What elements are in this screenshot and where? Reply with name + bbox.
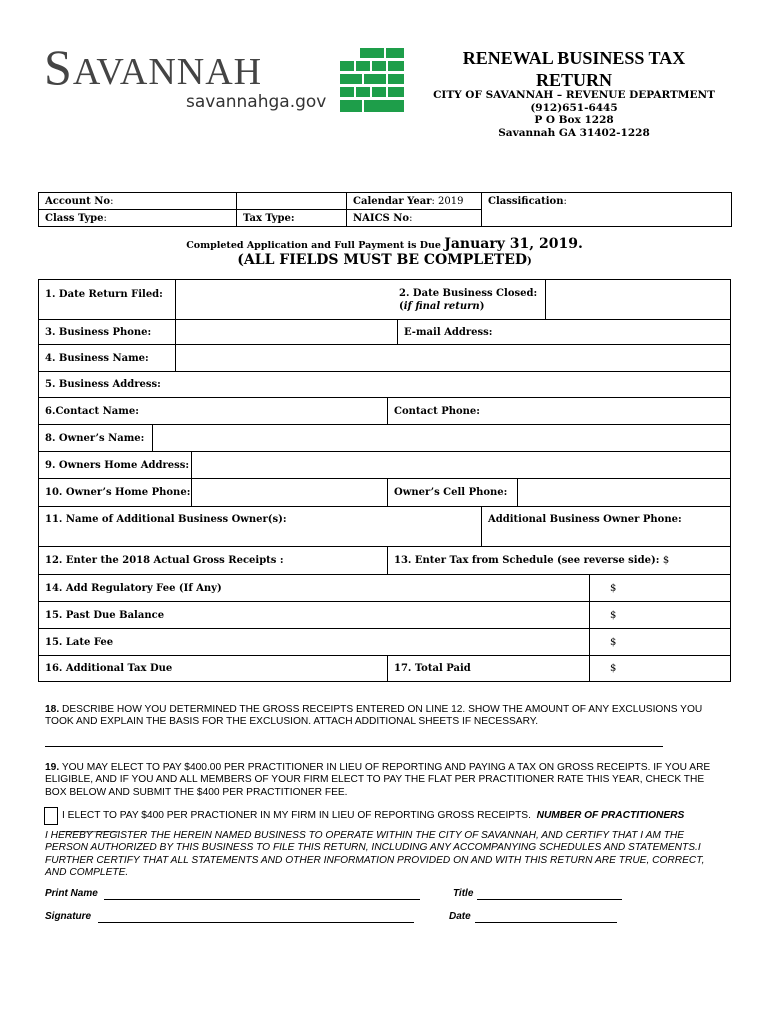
- row-15: [38, 602, 731, 629]
- classification-cell[interactable]: Classification:: [482, 193, 732, 227]
- account-no-input[interactable]: [237, 193, 347, 210]
- gross-receipts-field[interactable]: 12. Enter the 2018 Actual Gross Receipts :: [45, 555, 284, 566]
- row-5: [38, 372, 731, 398]
- row-12: [38, 547, 731, 575]
- signature-line[interactable]: [98, 922, 414, 923]
- business-name-label: 4. Business Name:: [45, 352, 149, 364]
- all-fields-notice: (ALL FIELDS MUST BE COMPLETED): [237, 252, 532, 268]
- additional-owner-field[interactable]: 11. Name of Additional Business Owner(s):: [45, 514, 287, 525]
- certification-statement: I HEREBY REGISTER THE HEREIN NAMED BUSINESS TO OPERATE WITHIN THE CITY OF SAVANNAH, AND CERTIFY THAT I AM THE PERSON AUTHORIZED BY THIS BUSINESS TO FILE THIS RETURN, INCLUDING ANY ACCOMPANYING SCHEDULES AND STATEMENTS.I FURTHER CERTIFY THAT ALL STATEMENTS AND OTHER INFORMATION PROVIDED ON AND WITH THIS RETURN ARE TRUE, CORRECT, AND COMPLETE.: [45, 830, 705, 878]
- practitioners-count-blank[interactable]: __________: [62, 822, 119, 834]
- row-6: [38, 398, 731, 425]
- date-closed-label: 2. Date Business Closed: (if final return): [399, 288, 538, 312]
- form-title: RENEWAL BUSINESS TAX RETURN: [462, 48, 686, 90]
- row-4: [38, 345, 731, 372]
- late-fee-label: 15. Late Fee: [45, 636, 114, 648]
- tax-from-schedule-field[interactable]: 13. Enter Tax from Schedule (see reverse side): $: [387, 547, 732, 574]
- elect-statement: I ELECT TO PAY $400 PER PRACTIONER IN MY FIRM IN LIEU OF REPORTING GROSS RECEIPTS. NUMBER OF PRACTITIONERS __________: [62, 810, 685, 834]
- owner-home-address-label: 9. Owners Home Address:: [45, 459, 190, 471]
- owner-name-input[interactable]: [152, 425, 732, 451]
- additional-owner-phone-field[interactable]: Additional Business Owner Phone:: [481, 507, 732, 546]
- late-fee-input[interactable]: $: [589, 629, 732, 655]
- row-8: [38, 425, 731, 452]
- elect-checkbox[interactable]: [44, 807, 58, 825]
- naics-cell[interactable]: NAICS No:: [347, 210, 482, 227]
- green-brick-mark-icon: [340, 48, 404, 112]
- owner-home-address-input[interactable]: [191, 452, 732, 478]
- owner-name-label: 8. Owner’s Name:: [45, 432, 145, 444]
- business-address-field[interactable]: 5. Business Address:: [45, 379, 161, 390]
- row-16: [38, 656, 731, 682]
- contact-phone-field[interactable]: Contact Phone:: [387, 398, 732, 424]
- logo-word: AVANNAH: [72, 51, 263, 93]
- row-11: [38, 507, 731, 547]
- phone: (912)651-6445: [530, 102, 618, 114]
- print-name-label: Print Name: [45, 888, 98, 899]
- row-late-fee: [38, 629, 731, 656]
- additional-tax-field[interactable]: 16. Additional Tax Due: [45, 663, 173, 674]
- class-type-cell[interactable]: Class Type:: [39, 210, 237, 227]
- instruction-19: 19. YOU MAY ELECT TO PAY $400.00 PER PRACTITIONER IN LIEU OF REPORTING AND PAYING A TAX ON GROSS RECEIPTS. IF YOU ARE ELIGIBLE, AND IF YOU AND ALL MEMBERS OF YOUR FIRM ELECT TO PAY THE FLAT PER PRACTITIONER RATE THIS YEAR, CHECK THE BOX BELOW AND SUBMIT THE $400 PER PRACTITIONER FEE.: [45, 762, 711, 798]
- contact-name-field[interactable]: 6.Contact Name:: [45, 405, 139, 417]
- owner-home-phone-label: 10. Owner’s Home Phone:: [45, 487, 191, 498]
- po-box: P O Box 1228: [534, 114, 614, 126]
- title-line[interactable]: [477, 899, 622, 900]
- savannah-logo: [44, 39, 263, 95]
- account-no-cell[interactable]: Account No:: [39, 193, 237, 210]
- email-field[interactable]: E-mail Address:: [397, 320, 732, 344]
- exclusion-explanation-line[interactable]: [45, 746, 663, 747]
- row-14: [38, 575, 731, 602]
- date-closed-input[interactable]: [545, 280, 732, 319]
- calendar-year-cell: Calendar Year: 2019: [347, 193, 482, 210]
- row-1: [38, 279, 731, 320]
- business-name-input[interactable]: [175, 345, 732, 371]
- date-line[interactable]: [475, 922, 617, 923]
- logo-initial: S: [44, 39, 73, 95]
- business-phone-input[interactable]: [175, 320, 397, 344]
- city-address: Savannah GA 31402-1228: [498, 127, 650, 139]
- past-due-input[interactable]: $: [589, 602, 732, 628]
- row-9: [38, 452, 731, 479]
- owner-cell-phone-input[interactable]: [517, 479, 732, 506]
- logo-url: savannahga.gov: [186, 92, 327, 112]
- owner-home-phone-input[interactable]: [191, 479, 387, 506]
- row-3: [38, 320, 731, 345]
- past-due-label: 15. Past Due Balance: [45, 609, 165, 621]
- account-info-table: [38, 192, 732, 227]
- date-return-filed-input[interactable]: [175, 280, 393, 319]
- total-paid-input[interactable]: $: [589, 656, 732, 681]
- business-phone-label: 3. Business Phone:: [45, 326, 152, 338]
- department: CITY OF SAVANNAH – REVENUE DEPARTMENT: [433, 89, 715, 101]
- date-return-filed-label: 1. Date Return Filed :: [45, 289, 163, 300]
- signature-label: Signature: [45, 911, 92, 922]
- row-10: [38, 479, 731, 507]
- total-paid-label: 17. Total Paid: [387, 656, 589, 681]
- tax-type-cell[interactable]: Tax Type:: [237, 210, 347, 227]
- date-label: Date: [449, 911, 471, 922]
- print-name-line[interactable]: [104, 899, 420, 900]
- owner-cell-phone-label: Owner’s Cell Phone:: [387, 479, 517, 506]
- regulatory-fee-input[interactable]: $: [589, 575, 732, 601]
- due-notice: Completed Application and Full Payment is Due January 31, 2019.: [186, 236, 583, 252]
- instruction-18: 18. DESCRIBE HOW YOU DETERMINED THE GROSS RECEIPTS ENTERED ON LINE 12. SHOW THE AMOUNT OF ANY EXCLUSIONS YOU TOOK AND EXPLAIN THE BASIS FOR THE EXCLUSION. ATTACH ADDITIONAL SHEETS IF NECESSARY.: [45, 704, 703, 728]
- regulatory-fee-label: 14. Add Regulatory Fee (If Any): [45, 582, 222, 594]
- title-label: Title: [453, 888, 474, 899]
